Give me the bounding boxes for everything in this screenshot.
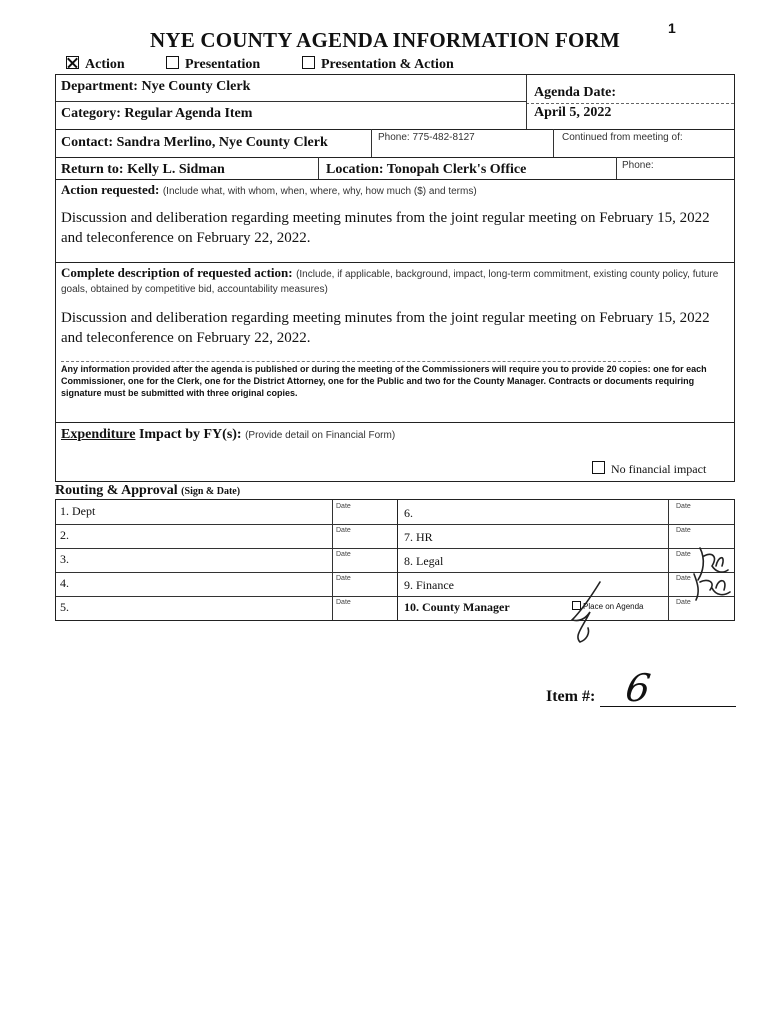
no-financial-impact-label: No financial impact — [611, 462, 707, 476]
date-label: Date — [676, 551, 691, 558]
date-label: Date — [676, 527, 691, 534]
routing-right-6: 6. — [404, 506, 413, 520]
agenda-date-value: April 5, 2022 — [534, 105, 612, 120]
agenda-date-label: Agenda Date: — [534, 85, 617, 100]
routing-right-7: 7. HR — [404, 530, 433, 544]
contact-field: Contact: Sandra Merlino, Nye County Clerk — [61, 135, 328, 150]
impact-label: Impact by FY(s): — [135, 427, 242, 442]
date-label: Date — [676, 599, 691, 606]
routing-left-5: 5. — [60, 600, 69, 614]
description-hint: (Include, if applicable, background, impact, long-term commitment, existing county policy, future goals, obtained by competitive bid, accountability measures) — [61, 269, 719, 295]
date-label: Date — [336, 527, 351, 534]
option-label: Presentation — [185, 57, 261, 72]
signature-mark — [572, 582, 600, 642]
department-field: Department: Nye County Clerk — [61, 79, 251, 94]
phone2-field: Phone: — [622, 160, 654, 171]
option-label: Presentation & Action — [321, 57, 454, 72]
continued-from-field: Continued from meeting of: — [562, 132, 683, 143]
category-field: Category: Regular Agenda Item — [61, 106, 253, 121]
item-number-label: Item #: — [546, 688, 596, 705]
routing-subtitle: (Sign & Date) — [181, 486, 241, 497]
action-requested-text: Discussion and deliberation regarding meeting minutes from the joint regular meeting on February 15, 2022 and teleconference on February 22, 2022. — [61, 210, 710, 246]
item-number-value: 6 — [622, 666, 654, 710]
routing-left-1: 1. Dept — [60, 504, 96, 518]
location-field: Location: Tonopah Clerk's Office — [326, 162, 527, 177]
action-requested-hint: (Include what, with whom, when, where, why, how much ($) and terms) — [162, 186, 477, 197]
expenditure-hint: (Provide detail on Financial Form) — [245, 430, 396, 441]
routing-right-10: 10. County Manager — [404, 600, 510, 614]
form-title: NYE COUNTY AGENDA INFORMATION FORM — [150, 28, 620, 52]
date-label: Date — [676, 503, 691, 510]
date-label: Date — [336, 503, 351, 510]
routing-title: Routing & Approval — [55, 483, 178, 498]
date-label: Date — [676, 575, 691, 582]
initials-mark — [698, 548, 728, 580]
action-requested-label: Action requested: — [61, 182, 160, 197]
option-label: Action — [85, 57, 125, 72]
description-label: Complete description of requested action: — [61, 265, 293, 280]
expenditure-label: Expenditure — [61, 427, 136, 442]
notice-text: Any information provided after the agenda is published or during the meeting of the Commissioners will require you to provide 20 copies: one for each Commissioner, one for the Clerk, one for the District Attorney, one for the Public and two for the County Manager. Contracts or documents requiring signature must be submitted with three original copies. — [61, 364, 707, 398]
return-to-field: Return to: Kelly L. Sidman — [61, 162, 225, 177]
routing-left-4: 4. — [60, 576, 69, 590]
description-text: Discussion and deliberation regarding meeting minutes from the joint regular meeting on February 15, 2022 and teleconference on February 22, 2022. — [61, 310, 710, 346]
date-label: Date — [336, 599, 351, 606]
routing-left-3: 3. — [60, 552, 69, 566]
routing-left-2: 2. — [60, 528, 69, 542]
date-label: Date — [336, 575, 351, 582]
place-on-agenda-label: Place on Agenda — [583, 602, 644, 611]
page-number: 1 — [668, 20, 676, 36]
routing-right-8: 8. Legal — [404, 554, 444, 568]
routing-right-9: 9. Finance — [404, 578, 454, 592]
date-label: Date — [336, 551, 351, 558]
phone-field: Phone: 775-482-8127 — [378, 132, 475, 143]
